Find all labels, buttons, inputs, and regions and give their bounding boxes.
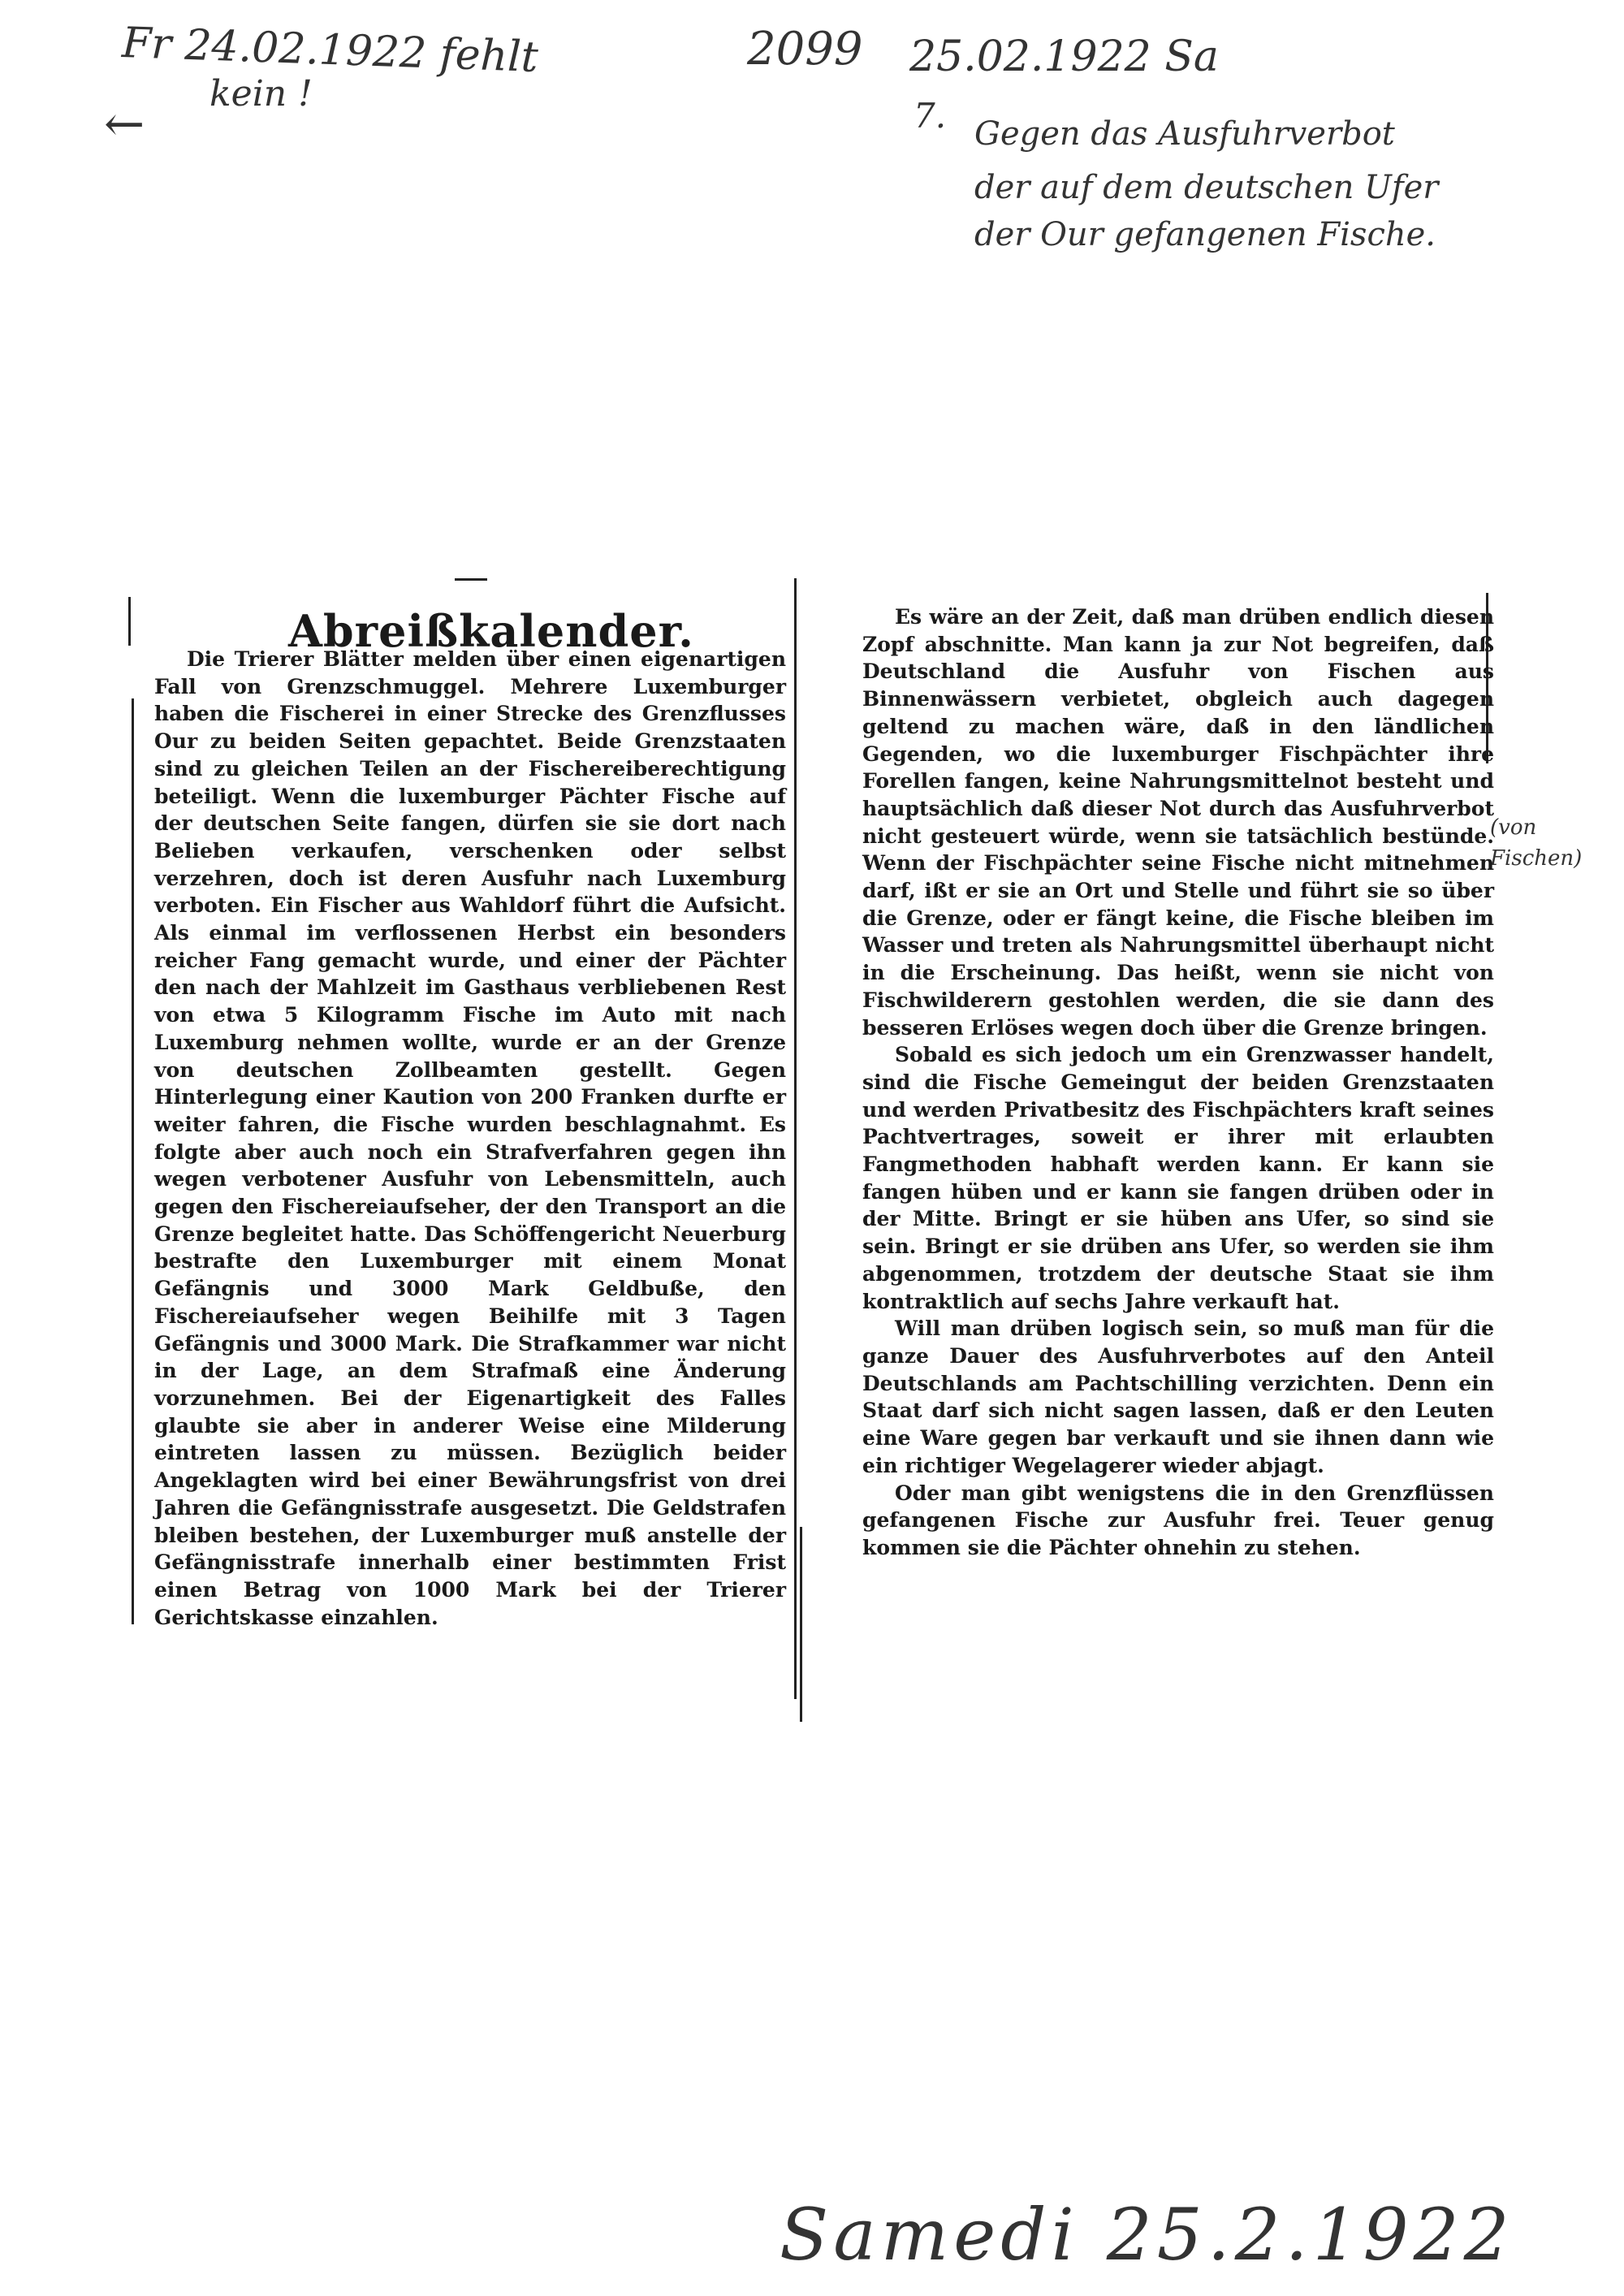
article-paragraph: Die Trierer Blätter melden über einen eigenartigen Fall von Grenzschmuggel. Mehrere Luxemburger haben die Fischerei in einer Strecke des Grenzflusses Our zu beiden Seiten gepachtet. Beide Grenzstaaten sind zu gleichen Teilen an der Fischereiberechtigung beteiligt. Wenn die luxemburger Pächter Fische auf der deutschen Seite fangen, dürfen sie sie dort nach Belieben verkaufen, verschenken oder selbst verzehren, doch ist deren Ausfuhr nach Luxemburg verboten. Ein Fischer aus Wahldorf führt die Aufsicht. Als einmal im verflossenen Herbst ein besonders reicher Fang gemacht wurde, und einer der Pächter den nach der Mahlzeit im Gasthaus verbliebenen Rest von etwa 5 Kilogramm Fische im Auto mit nach Luxemburg nehmen wollte, wurde er an der Grenze von deutschen Zollbeamten gestellt. Gegen Hinterlegung einer Kaution von 200 Franken durfte er weiter fahren, die Fische wurden beschlagnahmt. Es folgte aber auch noch ein Strafverfahren gegen ihn wegen verbotener Ausfuhr von Lebensmitteln, auch gegen den Fischereiaufseher, der den Transport an die Grenze begleitet hatte. Das Schöffengericht Neuerburg bestrafte den Luxemburger mit einem Monat Gefängnis und 3000 Mark Geldbuße, den Fischereiaufseher wegen Beihilfe mit 3 Tagen Gefängnis und 3000 Mark. Die Strafkammer war nicht in der Lage, an dem Strafmaß eine Änderung vorzunehmen. Bei der Eigenartigkeit des Falles glaubte sie aber in anderer Weise eine Milderung eintreten lassen zu müssen. Bezüglich beider Angeklagten wird bei einer Bewährungsfrist von drei Jahren die Gefängnisstrafe ausgesetzt. Die Geldstrafen bleiben bestehen, der Luxemburger muß anstelle der Gefängnisstrafe innerhalb einer bestimmten Frist einen Betrag von 1000 Mark bei der Trierer Gerichtskasse einzahlen. — [154, 647, 786, 1629]
column-rule-middle — [800, 1527, 802, 1722]
article-title: Abreißkalender. — [288, 605, 694, 657]
title-rule — [455, 578, 487, 581]
article-column-right — [862, 603, 1494, 1562]
arrow-left-icon: ← — [104, 96, 145, 153]
column-rule-left — [128, 597, 131, 646]
article-paragraph: Es wäre an der Zeit, daß man drüben endlich diesen Zopf abschnitte. Man kann ja zur Not begreifen, daß Deutschland die Ausfuhr von Fischen aus Binnenwässern verbietet, obgleich auch dagegen geltend zu machen wäre, daß in den ländlichen Gegenden, wo die luxemburger Fischpächter ihre Forellen fangen, keine Nahrungsmittelnot besteht und hauptsächlich daß dieser Not durch das Ausfuhrverbot nicht gesteuert würde, wenn sie tatsächlich bestünde. Wenn der Fischpächter seine Fische nicht mitnehmen darf, ißt er sie an Ort und Stelle und führt sie so über die Grenze, oder er fängt keine, die Fische bleiben im Wasser und treten als Nahrungsmittel überhaupt nicht in die Erscheinung. Das heißt, wenn sie nicht von Fischwilderern gestohlen werden, die sie dann des besseren Erlöses wegen doch über die Grenze bringen. — [862, 605, 1494, 1040]
column-rule-left — [132, 698, 134, 1624]
handwritten-note-line: der auf dem deutschen Ufer — [974, 169, 1439, 206]
handwritten-note-line: Gegen das Ausfuhrverbot — [974, 115, 1395, 153]
article-paragraph: Sobald es sich jedoch um ein Grenzwasser handelt, sind die Fische Gemeingut der beiden Grenzstaaten und werden Privatbesitz des Fischpächters kraft seines Pachtvertrages, soweit er ihrer mit erlaubten Fangmethoden habhaft werden kann. Er kann sie fangen hüben und er kann sie fangen drüben oder in der Mitte. Bringt er sie hüben ans Ufer, so sind sie sein. Bringt er sie drüben ans Ufer, so werden sie ihm abgenommen, trotzdem der deutsche Staat sie ihm kontraktlich auf sechs Jahre verkauft hat. — [862, 1043, 1494, 1313]
column-rule-middle — [794, 578, 797, 1699]
handwritten-note-line: der Our gefangenen Fische. — [974, 216, 1436, 253]
handwritten-note-number: 7. — [914, 96, 947, 136]
article-paragraph: Oder man gibt wenigstens die in den Grenzflüssen gefangenen Fische zur Ausfuhr frei. Teuer genug kommen sie die Pächter ohnehin zu stehen. — [862, 1481, 1494, 1559]
handwritten-date-saturday: 25.02.1922 Sa — [909, 32, 1219, 81]
article-column-left — [154, 646, 786, 1631]
handwritten-margin-note: (von Fischen) — [1490, 815, 1583, 871]
handwritten-archive-number: 2099 — [747, 23, 863, 76]
handwritten-date-friday: Fr 24.02.1922 fehlt — [121, 19, 539, 82]
handwritten-bottom-date: Samedi 25.2.1922 — [780, 2193, 1514, 2277]
article-paragraph: Will man drüben logisch sein, so muß man für die ganze Dauer des Ausfuhrverbotes auf den Anteil Deutschlands am Pachtschilling verzichten. Denn ein Staat darf sich nicht sagen lassen, daß er den Leuten eine Ware gegen bar verkauft und sie ihnen dann wie ein richtiger Wegelagerer wieder abjagt. — [862, 1317, 1494, 1477]
handwritten-missing-note: kein ! — [209, 73, 313, 115]
